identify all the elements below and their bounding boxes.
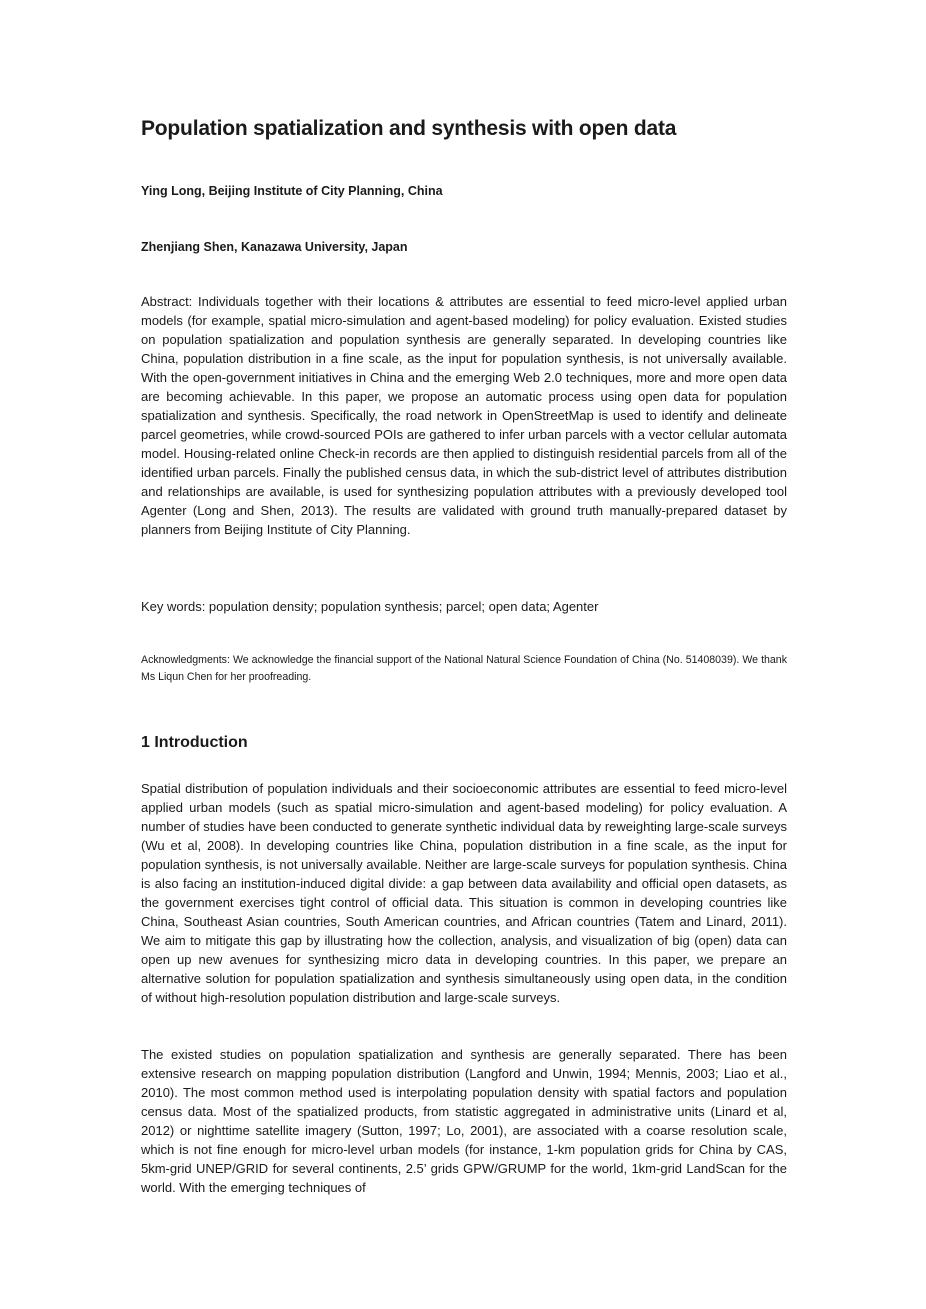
section-heading-introduction: 1 Introduction [141,734,248,751]
paper-title: Population spatialization and synthesis with open data [141,117,677,140]
acknowledgments: Acknowledgments: We acknowledge the financial support of the National Natural Science Foundation of China (No. 51408039). We thank Ms Liqun Chen for her proofreading. [141,654,787,683]
keywords: Key words: population density; population synthesis; parcel; open data; Agenter [141,599,599,614]
abstract: Abstract: Individuals together with their locations & attributes are essential to feed micro-level applied urban models (for example, spatial micro-simulation and agent-based modeling) for policy evaluation. Existed studies on population spatialization and population synthesis are generally separated. In developing countries like China, population distribution in a fine scale, as the input for population synthesis, is not universally available. With the open-government initiatives in China and the emerging Web 2.0 techniques, more and more open data are becoming achievable. In this paper, we propose an automatic process using open data for population spatialization and synthesis. Specifically, the road network in OpenStreetMap is used to identify and delineate parcel geometries, while crowd-sourced POIs are gathered to infer urban parcels with a vector cellular automata model. Housing-related online Check-in records are then applied to distinguish residential parcels from all of the identified urban parcels. Finally the published census data, in which the sub-district level of attributes distribution and relationships are available, is used for synthesizing population attributes with a previously developed tool Agenter (Long and Shen, 2013). The results are validated with ground truth manually-prepared dataset by planners from Beijing Institute of City Planning. [141,294,787,537]
intro-paragraph-1: Spatial distribution of population individuals and their socioeconomic attributes are essential to feed micro-level applied urban models (such as spatial micro-simulation and agent-based modeling) for policy evaluation. A number of studies have been conducted to generate synthetic individual data by reweighting large-scale surveys (Wu et al, 2008). In developing countries like China, population distribution in a fine scale, as the input for population synthesis, is not universally available. Neither are large-scale surveys for population synthesis. China is also facing an institution-induced digital divide: a gap between data availability and official open datasets, as the government exercises tight control of official data. This situation is common in developing countries like China, Southeast Asian countries, South American countries, and African countries (Tatem and Linard, 2011). We aim to mitigate this gap by illustrating how the collection, analysis, and visualization of big (open) data can open up new avenues for synthesizing micro data in developing countries. In this paper, we prepare an alternative solution for population spatialization and synthesis simultaneously using open data, in the condition of without high-resolution population distribution and large-scale surveys. [141,781,787,1005]
intro-paragraph-2: The existed studies on population spatialization and synthesis are generally separated. There has been extensive research on mapping population distribution (Langford and Unwin, 1994; Mennis, 2003; Liao et al., 2010). The most common method used is interpolating population density with spatial factors and population census data. Most of the spatialized products, from statistic aggregated in administrative units (Linard et al, 2012) or nighttime satellite imagery (Sutton, 1997; Lo, 2001), are associated with a coarse resolution scale, which is not fine enough for micro-level urban models (for instance, 1-km population grids for China by CAS, 5km-grid UNEP/GRID for several continents, 2.5’ grids GPW/GRUMP for the world, 1km-grid LandScan for the world. With the emerging techniques of [141,1047,787,1195]
author-1: Ying Long, Beijing Institute of City Planning, China [141,184,443,198]
author-2: Zhenjiang Shen, Kanazawa University, Japan [141,240,408,254]
